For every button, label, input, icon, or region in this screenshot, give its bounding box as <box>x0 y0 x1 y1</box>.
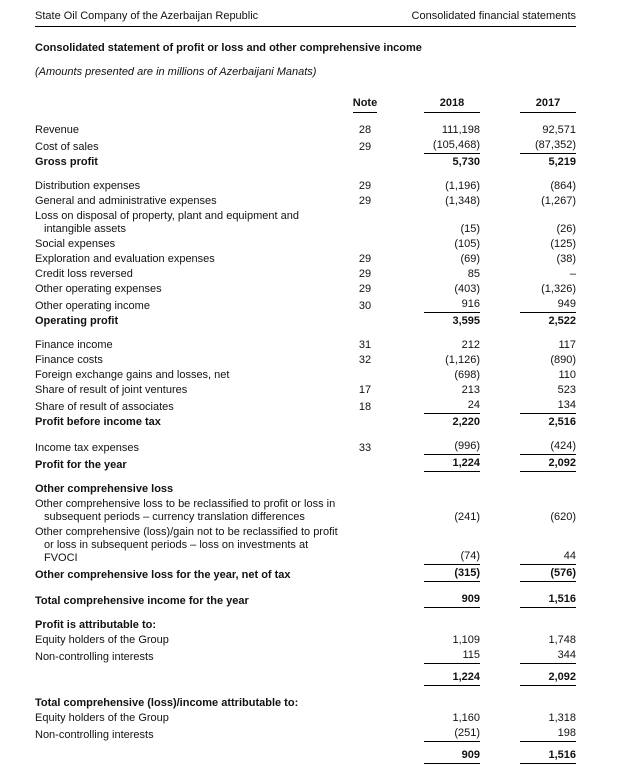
row-value-2018 <box>388 416 480 429</box>
row-value-text: 5,730 <box>452 156 480 168</box>
row-label: Other comprehensive (loss)/gain not to be reclassified to profit or loss in subsequent periods – loss on investments at FVOCI <box>35 526 338 564</box>
row-value-2018 <box>388 712 480 725</box>
statement-row <box>35 267 576 282</box>
row-label: Non-controlling interests <box>35 729 154 741</box>
statement-row <box>35 748 576 765</box>
row-label: Loss on disposal of property, plant and equipment and intangible assets <box>35 210 299 235</box>
statement-row <box>35 209 576 237</box>
row-value-text: (864) <box>550 180 576 192</box>
row-value-text: 1,109 <box>452 634 480 646</box>
statement-row <box>35 456 576 473</box>
statement-row <box>35 297 576 314</box>
row-value-2018 <box>388 283 480 296</box>
row-label: Non-controlling interests <box>35 651 154 663</box>
row-value-text: 134 <box>520 399 576 414</box>
row-value-text: (620) <box>550 511 576 523</box>
row-value-2017 <box>480 339 576 352</box>
row-value-2018 <box>388 399 480 414</box>
row-value-text: (38) <box>556 253 576 265</box>
row-value-text: 1,224 <box>424 457 480 472</box>
row-value-text: (251) <box>424 727 480 742</box>
row-value-text: 523 <box>557 384 576 396</box>
row-value-text: 1,318 <box>548 712 576 724</box>
statement-row <box>35 155 576 170</box>
row-label: Social expenses <box>35 238 116 250</box>
row-value-2017 <box>480 369 576 382</box>
row-value-2017 <box>480 268 576 281</box>
row-value-2017 <box>480 253 576 266</box>
row-note: 17 <box>358 384 372 396</box>
row-value-text: (315) <box>424 567 480 582</box>
row-value-2017 <box>480 671 576 686</box>
row-value-text: (105) <box>454 238 480 250</box>
row-note: 32 <box>358 354 372 366</box>
row-label: Share of result of associates <box>35 401 174 413</box>
row-value-2018 <box>388 298 480 313</box>
row-value-2018 <box>388 671 480 686</box>
row-value-2018 <box>388 649 480 664</box>
row-value-2018 <box>388 511 480 524</box>
row-value-text: (105,468) <box>424 139 480 154</box>
row-value-text: (74) <box>424 550 480 565</box>
row-label: Profit for the year <box>35 459 127 471</box>
row-value-text: (87,352) <box>520 139 576 154</box>
row-value-2017 <box>480 139 576 154</box>
row-value-text: 2,522 <box>548 315 576 327</box>
row-value-text: 909 <box>424 749 480 764</box>
row-value-text: (241) <box>454 511 480 523</box>
row-note: 33 <box>358 442 372 454</box>
row-value-2018 <box>388 457 480 472</box>
row-value-text: 909 <box>424 593 480 608</box>
row-note: 18 <box>358 401 372 413</box>
row-value-2018 <box>388 139 480 154</box>
row-value-text: 198 <box>520 727 576 742</box>
column-header-2017-label: 2017 <box>520 97 576 113</box>
row-label: Profit is attributable to: <box>35 619 156 631</box>
row-value-text: (890) <box>550 354 576 366</box>
statement-row <box>35 439 576 456</box>
section-heading-row <box>35 482 576 497</box>
row-value-text: 212 <box>461 339 480 351</box>
row-value-2017 <box>480 399 576 414</box>
statement-row <box>35 383 576 398</box>
row-value-2018 <box>388 384 480 397</box>
section-heading-row <box>35 618 576 633</box>
statement-row <box>35 138 576 155</box>
row-label: Other operating expenses <box>35 283 162 295</box>
row-value-2017 <box>480 156 576 169</box>
statement-row <box>35 179 576 194</box>
column-header-row <box>35 96 576 114</box>
row-value-2018 <box>388 749 480 764</box>
row-value-text: (576) <box>520 567 576 582</box>
row-value-text: – <box>569 268 576 280</box>
row-label: Distribution expenses <box>35 180 141 192</box>
statement-rows <box>35 123 576 765</box>
row-value-2017 <box>480 511 576 524</box>
statement-subtitle: (Amounts presented are in millions of Azerbaijani Manats) <box>35 66 317 78</box>
statement-title: Consolidated statement of profit or loss and other comprehensive income <box>35 42 422 54</box>
row-value-text: 44 <box>520 550 576 565</box>
statement-row <box>35 415 576 430</box>
row-label: Total comprehensive income for the year <box>35 595 249 607</box>
row-value-text: 1,224 <box>424 671 480 686</box>
row-value-text: 3,595 <box>452 315 480 327</box>
row-value-text: (403) <box>454 283 480 295</box>
statement-row <box>35 252 576 267</box>
row-value-text: 85 <box>467 268 480 280</box>
statement-row <box>35 237 576 252</box>
row-label: Equity holders of the Group <box>35 634 169 646</box>
row-value-2018 <box>388 354 480 367</box>
row-note: 28 <box>358 124 372 136</box>
row-value-text: (26) <box>556 223 576 235</box>
row-value-text: (1,348) <box>445 195 480 207</box>
row-value-2017 <box>480 223 576 236</box>
row-note: 29 <box>358 283 372 295</box>
page-header <box>35 10 576 27</box>
statement-row <box>35 648 576 665</box>
row-label: Other comprehensive loss <box>35 483 174 495</box>
row-label: Equity holders of the Group <box>35 712 169 724</box>
row-value-2017 <box>480 457 576 472</box>
row-note: 30 <box>358 300 372 312</box>
statement-row <box>35 368 576 383</box>
row-value-text: (698) <box>454 369 480 381</box>
row-label: Total comprehensive (loss)/income attributable to: <box>35 697 299 709</box>
row-value-2017 <box>480 634 576 647</box>
row-label: Credit loss reversed <box>35 268 133 280</box>
row-value-text: 115 <box>424 649 480 664</box>
row-value-2018 <box>388 567 480 582</box>
row-label: Finance costs <box>35 354 103 366</box>
row-value-text: (69) <box>460 253 480 265</box>
row-value-text: 117 <box>558 339 576 351</box>
row-value-text: (15) <box>460 223 480 235</box>
row-value-2017 <box>480 550 576 565</box>
row-value-2017 <box>480 124 576 137</box>
row-label: Profit before income tax <box>35 416 161 428</box>
statement-row <box>35 711 576 726</box>
row-value-2018 <box>388 315 480 328</box>
row-value-text: 344 <box>520 649 576 664</box>
row-label: Foreign exchange gains and losses, net <box>35 369 230 381</box>
row-value-text: 1,516 <box>520 593 576 608</box>
row-value-text: 2,092 <box>520 671 576 686</box>
row-value-2018 <box>388 634 480 647</box>
row-value-2017 <box>480 180 576 193</box>
statement-row <box>35 525 576 566</box>
row-value-2018 <box>388 238 480 251</box>
row-value-2018 <box>388 223 480 236</box>
row-label: Income tax expenses <box>35 442 139 454</box>
row-value-2018 <box>388 124 480 137</box>
row-label: Other operating income <box>35 300 150 312</box>
row-value-2017 <box>480 298 576 313</box>
row-value-2017 <box>480 384 576 397</box>
statement-row <box>35 338 576 353</box>
row-label: Cost of sales <box>35 141 99 153</box>
section-heading-row <box>35 696 576 711</box>
row-note: 29 <box>358 195 372 207</box>
row-value-2018 <box>388 180 480 193</box>
row-label: General and administrative expenses <box>35 195 217 207</box>
row-label: Operating profit <box>35 315 119 327</box>
statement-row <box>35 353 576 368</box>
row-value-text: 2,092 <box>520 457 576 472</box>
row-label: Other comprehensive loss to be reclassified to profit or loss in subsequent periods – currency translation differences <box>35 498 336 523</box>
column-header-note <box>342 97 388 113</box>
row-value-2017 <box>480 749 576 764</box>
row-value-text: 2,516 <box>548 416 576 428</box>
row-value-text: (996) <box>424 440 480 455</box>
company-name: State Oil Company of the Azerbaijan Republic <box>35 10 259 22</box>
row-value-2018 <box>388 727 480 742</box>
statement-row <box>35 497 576 525</box>
row-value-text: 1,160 <box>452 712 480 724</box>
row-note: 29 <box>358 253 372 265</box>
row-value-2018 <box>388 550 480 565</box>
row-value-2018 <box>388 440 480 455</box>
row-label: Revenue <box>35 124 80 136</box>
statement-row <box>35 633 576 648</box>
row-label: Gross profit <box>35 156 98 168</box>
row-value-2018 <box>388 339 480 352</box>
row-value-2018 <box>388 593 480 608</box>
statement-row <box>35 123 576 138</box>
column-header-2018-label: 2018 <box>424 97 480 113</box>
row-value-text: 5,219 <box>548 156 576 168</box>
row-value-2018 <box>388 369 480 382</box>
row-value-text: (125) <box>550 238 576 250</box>
row-value-2017 <box>480 354 576 367</box>
row-value-2017 <box>480 649 576 664</box>
statement-row <box>35 194 576 209</box>
row-value-2018 <box>388 268 480 281</box>
row-value-text: (1,326) <box>541 283 576 295</box>
row-label: Finance income <box>35 339 113 351</box>
column-header-2017 <box>480 97 576 113</box>
row-note: 31 <box>358 339 372 351</box>
statement-row <box>35 726 576 743</box>
row-value-2017 <box>480 593 576 608</box>
row-note: 29 <box>358 141 372 153</box>
row-value-text: (1,196) <box>445 180 480 192</box>
header-right-label: Consolidated financial statements <box>411 10 576 22</box>
statement-table <box>35 96 576 765</box>
row-value-text: 92,571 <box>542 124 576 136</box>
statement-row <box>35 670 576 687</box>
column-header-note-label: Note <box>353 97 377 113</box>
row-value-2017 <box>480 315 576 328</box>
row-note: 29 <box>358 268 372 280</box>
statement-row <box>35 398 576 415</box>
row-value-text: 2,220 <box>452 416 480 428</box>
row-value-2017 <box>480 727 576 742</box>
row-value-2017 <box>480 238 576 251</box>
statement-row <box>35 282 576 297</box>
statement-row <box>35 314 576 329</box>
row-value-text: 916 <box>424 298 480 313</box>
row-label: Other comprehensive loss for the year, net of tax <box>35 569 291 581</box>
row-value-text: (424) <box>520 440 576 455</box>
row-value-2017 <box>480 283 576 296</box>
row-value-text: (1,267) <box>541 195 576 207</box>
row-value-2017 <box>480 440 576 455</box>
row-value-text: 24 <box>424 399 480 414</box>
row-value-text: 949 <box>520 298 576 313</box>
row-value-text: 1,748 <box>548 634 576 646</box>
column-header-2018 <box>388 97 480 113</box>
row-label: Exploration and evaluation expenses <box>35 253 215 265</box>
row-value-2018 <box>388 195 480 208</box>
row-value-2017 <box>480 712 576 725</box>
row-value-2017 <box>480 567 576 582</box>
row-value-text: 1,516 <box>520 749 576 764</box>
row-label: Share of result of joint ventures <box>35 384 188 396</box>
row-value-text: 213 <box>461 384 480 396</box>
row-note: 29 <box>358 180 372 192</box>
statement-row <box>35 566 576 583</box>
row-value-text: 110 <box>558 369 576 381</box>
row-value-text: 111,198 <box>441 124 480 136</box>
row-value-2018 <box>388 156 480 169</box>
row-value-2018 <box>388 253 480 266</box>
row-value-2017 <box>480 416 576 429</box>
row-value-text: (1,126) <box>445 354 480 366</box>
row-value-2017 <box>480 195 576 208</box>
statement-row <box>35 592 576 609</box>
